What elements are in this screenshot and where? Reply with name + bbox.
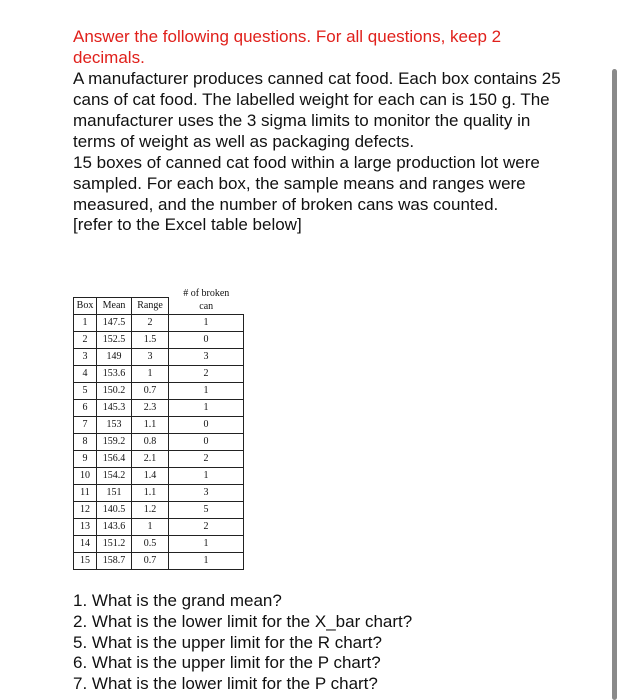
cell-broken: 3 bbox=[169, 485, 244, 502]
cell-broken: 1 bbox=[169, 536, 244, 553]
cell-broken: 2 bbox=[169, 519, 244, 536]
question-item: 5. What is the upper limit for the R chart? bbox=[73, 632, 382, 652]
table-row bbox=[74, 451, 244, 468]
table-row bbox=[74, 417, 244, 434]
cell-mean: 159.2 bbox=[97, 434, 132, 451]
table-row bbox=[74, 468, 244, 485]
cell-broken: 0 bbox=[169, 332, 244, 349]
question-item: 2. What is the lower limit for the X_bar chart? bbox=[73, 611, 413, 631]
cell-box: 4 bbox=[74, 366, 97, 383]
instructions: Answer the following questions. For all questions, keep 2 decimals. bbox=[73, 27, 502, 67]
cell-box: 1 bbox=[74, 315, 97, 332]
header-range: Range bbox=[132, 298, 169, 315]
cell-box: 10 bbox=[74, 468, 97, 485]
table-row bbox=[74, 383, 244, 400]
problem-paragraph-2: 15 boxes of canned cat food within a large production lot were sampled. For each box, the sample means and ranges were measured, and the number of broken cans was counted. bbox=[73, 153, 540, 214]
question-text-block bbox=[73, 26, 573, 235]
cell-box: 14 bbox=[74, 536, 97, 553]
cell-broken: 2 bbox=[169, 366, 244, 383]
cell-range: 0.7 bbox=[132, 553, 169, 570]
cell-range: 1.1 bbox=[132, 417, 169, 434]
cell-range: 1.2 bbox=[132, 502, 169, 519]
cell-box: 3 bbox=[74, 349, 97, 366]
cell-box: 7 bbox=[74, 417, 97, 434]
cell-range: 0.7 bbox=[132, 383, 169, 400]
cell-box: 11 bbox=[74, 485, 97, 502]
cell-range: 2.1 bbox=[132, 451, 169, 468]
cell-range: 2 bbox=[132, 315, 169, 332]
cell-mean: 140.5 bbox=[97, 502, 132, 519]
refer-note: [refer to the Excel table below] bbox=[73, 215, 302, 234]
cell-broken: 3 bbox=[169, 349, 244, 366]
table-row bbox=[74, 536, 244, 553]
cell-broken: 1 bbox=[169, 400, 244, 417]
cell-mean: 153.6 bbox=[97, 366, 132, 383]
cell-range: 1 bbox=[132, 519, 169, 536]
question-item: 6. What is the upper limit for the P chart? bbox=[73, 653, 381, 673]
cell-mean: 152.5 bbox=[97, 332, 132, 349]
header-broken bbox=[169, 284, 244, 315]
cell-mean: 143.6 bbox=[97, 519, 132, 536]
table-row bbox=[74, 366, 244, 383]
cell-mean: 151.2 bbox=[97, 536, 132, 553]
cell-mean: 145.3 bbox=[97, 400, 132, 417]
cell-box: 12 bbox=[74, 502, 97, 519]
cell-broken: 1 bbox=[169, 468, 244, 485]
cell-mean: 156.4 bbox=[97, 451, 132, 468]
cell-range: 2.3 bbox=[132, 400, 169, 417]
cell-box: 5 bbox=[74, 383, 97, 400]
question-item: 1. What is the grand mean? bbox=[73, 591, 282, 610]
cell-mean: 158.7 bbox=[97, 553, 132, 570]
cell-range: 1 bbox=[132, 366, 169, 383]
cell-box: 6 bbox=[74, 400, 97, 417]
table-row bbox=[74, 485, 244, 502]
cell-mean: 154.2 bbox=[97, 468, 132, 485]
table-row bbox=[74, 519, 244, 536]
table-row bbox=[74, 434, 244, 451]
vertical-scrollbar[interactable] bbox=[612, 69, 617, 700]
question-item: 7. What is the lower limit for the P chart? bbox=[73, 674, 378, 694]
table-row bbox=[74, 400, 244, 417]
table-row bbox=[74, 315, 244, 332]
header-broken-line2: can bbox=[199, 301, 214, 312]
cell-box: 15 bbox=[74, 553, 97, 570]
problem-paragraph-1: A manufacturer produces canned cat food. Each box contains 25 cans of cat food. The labelled weight for each can is 150 g. The manufacturer uses the 3 sigma limits to monitor the quality in terms of weight as well as packaging defects. bbox=[73, 69, 561, 151]
cell-mean: 153 bbox=[97, 417, 132, 434]
cell-mean: 151 bbox=[97, 485, 132, 502]
cell-mean: 149 bbox=[97, 349, 132, 366]
header-broken-line1: # of broken bbox=[183, 288, 230, 299]
table-row bbox=[74, 502, 244, 519]
cell-broken: 1 bbox=[169, 553, 244, 570]
cell-range: 1.5 bbox=[132, 332, 169, 349]
cell-range: 3 bbox=[132, 349, 169, 366]
table-row bbox=[74, 553, 244, 570]
cell-range: 1.4 bbox=[132, 468, 169, 485]
cell-box: 9 bbox=[74, 451, 97, 468]
table-header-row-top bbox=[74, 284, 244, 298]
cell-broken: 2 bbox=[169, 451, 244, 468]
data-table bbox=[73, 284, 244, 570]
cell-box: 13 bbox=[74, 519, 97, 536]
question-list bbox=[73, 591, 573, 695]
table-body bbox=[74, 315, 244, 570]
header-box: Box bbox=[74, 298, 97, 315]
cell-range: 0.8 bbox=[132, 434, 169, 451]
cell-mean: 150.2 bbox=[97, 383, 132, 400]
cell-range: 1.1 bbox=[132, 485, 169, 502]
table-row bbox=[74, 332, 244, 349]
cell-broken: 1 bbox=[169, 383, 244, 400]
cell-box: 8 bbox=[74, 434, 97, 451]
header-mean: Mean bbox=[97, 298, 132, 315]
cell-broken: 1 bbox=[169, 315, 244, 332]
cell-broken: 5 bbox=[169, 502, 244, 519]
cell-mean: 147.5 bbox=[97, 315, 132, 332]
cell-box: 2 bbox=[74, 332, 97, 349]
cell-broken: 0 bbox=[169, 434, 244, 451]
cell-range: 0.5 bbox=[132, 536, 169, 553]
table-row bbox=[74, 349, 244, 366]
cell-broken: 0 bbox=[169, 417, 244, 434]
